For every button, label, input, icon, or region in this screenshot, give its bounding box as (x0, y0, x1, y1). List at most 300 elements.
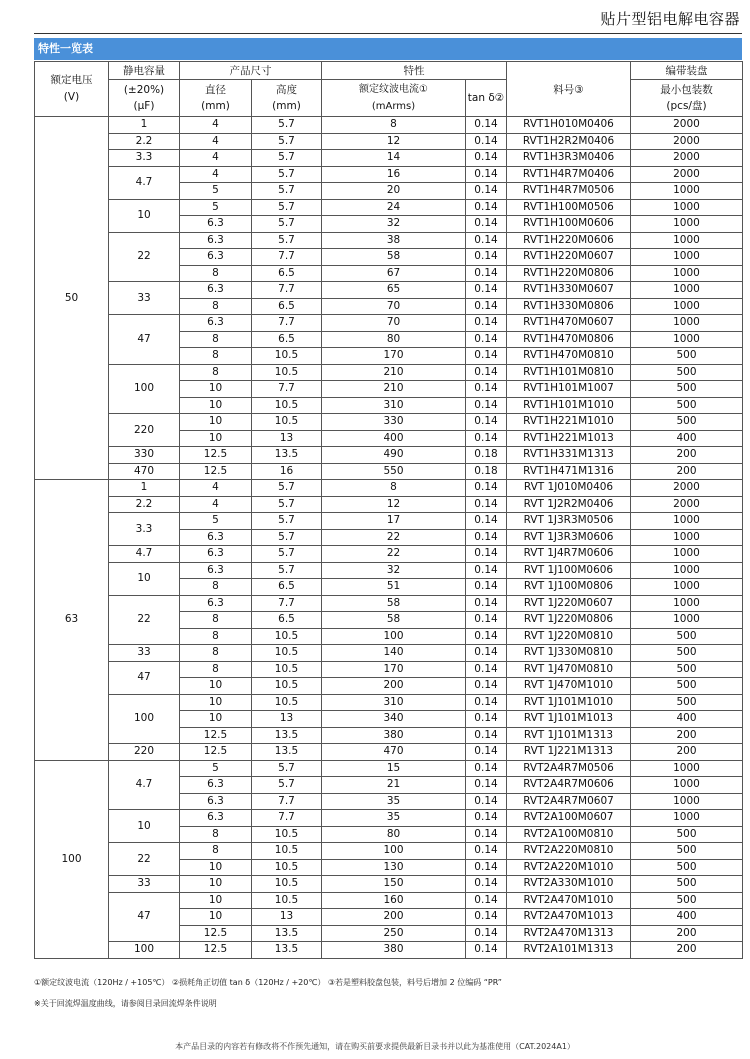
tan-delta-cell: 0.14 (466, 414, 507, 431)
tan-delta-cell: 0.14 (466, 678, 507, 695)
height-cell: 10.5 (252, 826, 322, 843)
height-cell: 5.7 (252, 133, 322, 150)
table-row (35, 546, 743, 563)
ripple-current-cell: 80 (322, 826, 466, 843)
diameter-cell: 4 (180, 150, 252, 167)
tan-delta-cell: 0.14 (466, 265, 507, 282)
capacitance-cell: 100 (109, 694, 180, 744)
min-pack-cell: 500 (631, 826, 743, 843)
table-row (35, 364, 743, 381)
table-row (35, 744, 743, 761)
min-pack-cell: 500 (631, 843, 743, 860)
tan-delta-cell: 0.14 (466, 117, 507, 134)
min-pack-cell: 1000 (631, 315, 743, 332)
capacitance-cell: 3.3 (109, 513, 180, 546)
diameter-cell: 8 (180, 298, 252, 315)
min-pack-cell: 500 (631, 661, 743, 678)
part-number-cell: RVT 1J3R3M0606 (507, 529, 631, 546)
capacitance-cell: 100 (109, 942, 180, 959)
ripple-current-cell: 22 (322, 546, 466, 563)
tan-delta-cell: 0.14 (466, 529, 507, 546)
part-number-cell: RVT1H330M0806 (507, 298, 631, 315)
tan-delta-cell: 0.14 (466, 942, 507, 959)
tan-delta-cell: 0.14 (466, 579, 507, 596)
tan-delta-cell: 0.14 (466, 777, 507, 794)
voltage-cell: 50 (35, 117, 109, 480)
min-pack-cell: 1000 (631, 529, 743, 546)
diameter-cell: 4 (180, 117, 252, 134)
part-number-cell: RVT1H220M0606 (507, 232, 631, 249)
height-cell: 10.5 (252, 678, 322, 695)
min-pack-cell: 400 (631, 711, 743, 728)
table-row (35, 447, 743, 464)
part-number-cell: RVT2A470M1313 (507, 925, 631, 942)
diameter-cell: 6.3 (180, 315, 252, 332)
diameter-cell: 12.5 (180, 727, 252, 744)
height-cell: 5.7 (252, 529, 322, 546)
capacitance-cell: 1 (109, 480, 180, 497)
ripple-current-cell: 310 (322, 397, 466, 414)
height-cell: 5.7 (252, 150, 322, 167)
diameter-cell: 10 (180, 397, 252, 414)
diameter-cell: 4 (180, 133, 252, 150)
min-pack-cell: 1000 (631, 595, 743, 612)
part-number-cell: RVT2A4R7M0506 (507, 760, 631, 777)
ripple-current-cell: 32 (322, 216, 466, 233)
ripple-current-cell: 16 (322, 166, 466, 183)
table-row (35, 645, 743, 662)
min-pack-cell: 1000 (631, 546, 743, 563)
diameter-cell: 10 (180, 892, 252, 909)
diameter-cell: 6.3 (180, 595, 252, 612)
table-row (35, 661, 743, 678)
capacitance-cell: 470 (109, 463, 180, 480)
ripple-current-cell: 15 (322, 760, 466, 777)
height-cell: 10.5 (252, 892, 322, 909)
diameter-cell: 8 (180, 628, 252, 645)
height-cell: 7.7 (252, 315, 322, 332)
tan-delta-cell: 0.14 (466, 645, 507, 662)
height-cell: 13.5 (252, 925, 322, 942)
height-cell: 7.7 (252, 810, 322, 827)
tan-delta-cell: 0.18 (466, 463, 507, 480)
ripple-current-cell: 470 (322, 744, 466, 761)
tan-delta-cell: 0.14 (466, 661, 507, 678)
min-pack-cell: 1000 (631, 562, 743, 579)
part-number-cell: RVT1H4R7M0406 (507, 166, 631, 183)
min-pack-cell: 1000 (631, 183, 743, 200)
tan-delta-cell: 0.14 (466, 348, 507, 365)
section-title: 特性一览表 (34, 38, 742, 60)
footnote-definitions: ①额定纹波电流（120Hz / +105℃） ②损耗角正切值 tan δ（120Hz / +20℃） ③若是塑料胶盘包装，料号后增加 2 位编码 “PR” (34, 978, 502, 987)
part-number-cell: RVT1H220M0607 (507, 249, 631, 266)
capacitance-cell: 220 (109, 414, 180, 447)
min-pack-cell: 1000 (631, 579, 743, 596)
height-cell: 13.5 (252, 447, 322, 464)
diameter-cell: 6.3 (180, 232, 252, 249)
part-number-cell: RVT1H100M0506 (507, 199, 631, 216)
diameter-cell: 6.3 (180, 546, 252, 563)
height-cell: 13.5 (252, 744, 322, 761)
diameter-cell: 12.5 (180, 463, 252, 480)
header-capacitance-unit (109, 80, 180, 117)
min-pack-cell: 200 (631, 447, 743, 464)
ripple-current-cell: 310 (322, 694, 466, 711)
ripple-current-cell: 35 (322, 793, 466, 810)
part-number-cell: RVT1H471M1316 (507, 463, 631, 480)
ripple-current-cell: 550 (322, 463, 466, 480)
min-pack-cell: 1000 (631, 513, 743, 530)
tan-delta-cell: 0.14 (466, 496, 507, 513)
height-cell: 7.7 (252, 282, 322, 299)
min-pack-cell: 1000 (631, 216, 743, 233)
ripple-current-cell: 65 (322, 282, 466, 299)
part-number-cell: RVT 1J220M0806 (507, 612, 631, 629)
min-pack-cell: 200 (631, 727, 743, 744)
ripple-current-cell: 24 (322, 199, 466, 216)
ripple-current-cell: 12 (322, 133, 466, 150)
part-number-cell: RVT1H221M1010 (507, 414, 631, 431)
diameter-cell: 4 (180, 480, 252, 497)
height-cell: 6.5 (252, 298, 322, 315)
table-body (35, 117, 743, 959)
tan-delta-cell: 0.14 (466, 711, 507, 728)
capacitance-cell: 4.7 (109, 546, 180, 563)
capacitance-cell: 330 (109, 447, 180, 464)
diameter-cell: 8 (180, 265, 252, 282)
min-pack-cell: 500 (631, 892, 743, 909)
part-number-cell: RVT 1J010M0406 (507, 480, 631, 497)
height-cell: 5.7 (252, 183, 322, 200)
header-tan-delta: tan δ② (466, 80, 507, 117)
ripple-current-cell: 340 (322, 711, 466, 728)
height-cell: 6.5 (252, 612, 322, 629)
min-pack-cell: 200 (631, 463, 743, 480)
min-pack-cell: 1000 (631, 331, 743, 348)
ripple-current-cell: 200 (322, 909, 466, 926)
capacitance-cell: 33 (109, 282, 180, 315)
capacitance-cell: 47 (109, 892, 180, 942)
tan-delta-cell: 0.14 (466, 480, 507, 497)
height-cell: 7.7 (252, 595, 322, 612)
diameter-cell: 8 (180, 843, 252, 860)
part-number-cell: RVT2A470M1010 (507, 892, 631, 909)
diameter-cell: 10 (180, 859, 252, 876)
table-row (35, 513, 743, 530)
tan-delta-cell: 0.14 (466, 876, 507, 893)
diameter-cell: 10 (180, 381, 252, 398)
diameter-cell: 10 (180, 414, 252, 431)
diameter-cell: 10 (180, 711, 252, 728)
min-pack-cell: 500 (631, 645, 743, 662)
diameter-cell: 12.5 (180, 942, 252, 959)
min-pack-cell: 500 (631, 694, 743, 711)
header-min-pack: 最小包装数 (pcs/盘) (631, 80, 743, 117)
ripple-current-cell: 58 (322, 612, 466, 629)
tan-delta-cell: 0.14 (466, 364, 507, 381)
diameter-cell: 6.3 (180, 562, 252, 579)
part-number-cell: RVT 1J4R7M0606 (507, 546, 631, 563)
diameter-cell: 8 (180, 364, 252, 381)
table-row (35, 315, 743, 332)
min-pack-cell: 2000 (631, 480, 743, 497)
min-pack-cell: 200 (631, 925, 743, 942)
table-row (35, 942, 743, 959)
height-cell: 13 (252, 711, 322, 728)
min-pack-cell: 500 (631, 876, 743, 893)
part-number-cell: RVT 1J221M1313 (507, 744, 631, 761)
min-pack-cell: 500 (631, 364, 743, 381)
characteristics-table (34, 61, 743, 959)
diameter-cell: 6.3 (180, 282, 252, 299)
height-cell: 5.7 (252, 760, 322, 777)
height-cell: 5.7 (252, 496, 322, 513)
table-row (35, 876, 743, 893)
part-number-cell: RVT1H470M0810 (507, 348, 631, 365)
table-row (35, 480, 743, 497)
capacitance-cell: 22 (109, 232, 180, 282)
min-pack-cell: 500 (631, 397, 743, 414)
tan-delta-cell: 0.14 (466, 612, 507, 629)
ripple-current-cell: 210 (322, 381, 466, 398)
part-number-cell: RVT1H101M0810 (507, 364, 631, 381)
table-row (35, 595, 743, 612)
capacitance-cell: 10 (109, 562, 180, 595)
min-pack-cell: 500 (631, 678, 743, 695)
height-cell: 10.5 (252, 414, 322, 431)
table-row (35, 282, 743, 299)
height-cell: 10.5 (252, 628, 322, 645)
tan-delta-cell: 0.14 (466, 909, 507, 926)
tan-delta-cell: 0.14 (466, 810, 507, 827)
part-number-cell: RVT 1J470M1010 (507, 678, 631, 695)
capacitance-cell: 10 (109, 199, 180, 232)
min-pack-cell: 2000 (631, 496, 743, 513)
ripple-current-cell: 380 (322, 942, 466, 959)
part-number-cell: RVT 1J101M1010 (507, 694, 631, 711)
height-cell: 10.5 (252, 364, 322, 381)
tan-delta-cell: 0.14 (466, 744, 507, 761)
ripple-current-cell: 200 (322, 678, 466, 695)
height-cell: 7.7 (252, 381, 322, 398)
capacitance-cell: 4.7 (109, 166, 180, 199)
diameter-cell: 8 (180, 826, 252, 843)
capacitance-cell: 10 (109, 810, 180, 843)
tan-delta-cell: 0.14 (466, 430, 507, 447)
ripple-current-cell: 70 (322, 315, 466, 332)
ripple-current-cell: 20 (322, 183, 466, 200)
capacitance-cell: 1 (109, 117, 180, 134)
tan-delta-cell: 0.14 (466, 843, 507, 860)
part-number-cell: RVT 1J101M1013 (507, 711, 631, 728)
height-cell: 5.7 (252, 480, 322, 497)
tan-delta-cell: 0.14 (466, 595, 507, 612)
tan-delta-cell: 0.14 (466, 298, 507, 315)
part-number-cell: RVT2A220M1010 (507, 859, 631, 876)
header-capacitance-tolerance: (±20%) (123, 84, 165, 96)
min-pack-cell: 1000 (631, 810, 743, 827)
tan-delta-cell: 0.14 (466, 232, 507, 249)
height-cell: 5.7 (252, 777, 322, 794)
part-number-cell: RVT1H330M0607 (507, 282, 631, 299)
ripple-current-cell: 170 (322, 348, 466, 365)
ripple-current-cell: 170 (322, 661, 466, 678)
height-cell: 10.5 (252, 843, 322, 860)
ripple-current-cell: 130 (322, 859, 466, 876)
diameter-cell: 12.5 (180, 447, 252, 464)
document-title: 贴片型铝电解电容器 (600, 10, 740, 28)
ripple-current-cell: 80 (322, 331, 466, 348)
tan-delta-cell: 0.14 (466, 381, 507, 398)
capacitance-cell: 4.7 (109, 760, 180, 810)
ripple-current-cell: 35 (322, 810, 466, 827)
table-row (35, 843, 743, 860)
height-cell: 5.7 (252, 216, 322, 233)
tan-delta-cell: 0.14 (466, 282, 507, 299)
height-cell: 10.5 (252, 876, 322, 893)
min-pack-cell: 200 (631, 744, 743, 761)
table-row (35, 810, 743, 827)
diameter-cell: 8 (180, 348, 252, 365)
tan-delta-cell: 0.14 (466, 397, 507, 414)
height-cell: 6.5 (252, 331, 322, 348)
tan-delta-cell: 0.14 (466, 199, 507, 216)
height-cell: 5.7 (252, 513, 322, 530)
min-pack-cell: 400 (631, 909, 743, 926)
diameter-cell: 12.5 (180, 925, 252, 942)
capacitance-cell: 47 (109, 315, 180, 365)
voltage-cell: 100 (35, 760, 109, 958)
min-pack-cell: 1000 (631, 777, 743, 794)
min-pack-cell: 2000 (631, 166, 743, 183)
diameter-cell: 6.3 (180, 777, 252, 794)
min-pack-cell: 500 (631, 381, 743, 398)
tan-delta-cell: 0.14 (466, 859, 507, 876)
height-cell: 10.5 (252, 397, 322, 414)
capacitance-cell: 3.3 (109, 150, 180, 167)
diameter-cell: 10 (180, 678, 252, 695)
table-row (35, 117, 743, 134)
min-pack-cell: 1000 (631, 793, 743, 810)
height-cell: 13 (252, 430, 322, 447)
part-number-cell: RVT2A470M1013 (507, 909, 631, 926)
min-pack-cell: 2000 (631, 133, 743, 150)
header-size: 产品尺寸 (180, 62, 322, 80)
part-number-cell: RVT2A4R7M0607 (507, 793, 631, 810)
diameter-cell: 8 (180, 661, 252, 678)
part-number-cell: RVT1H3R3M0406 (507, 150, 631, 167)
header-capacitance: 静电容量 (109, 62, 180, 80)
part-number-cell: RVT1H101M1010 (507, 397, 631, 414)
height-cell: 6.5 (252, 265, 322, 282)
part-number-cell: RVT 1J101M1313 (507, 727, 631, 744)
part-number-cell: RVT2A4R7M0606 (507, 777, 631, 794)
height-cell: 5.7 (252, 546, 322, 563)
diameter-cell: 8 (180, 612, 252, 629)
height-cell: 5.7 (252, 199, 322, 216)
diameter-cell: 5 (180, 513, 252, 530)
part-number-cell: RVT2A100M0810 (507, 826, 631, 843)
part-number-cell: RVT1H470M0607 (507, 315, 631, 332)
height-cell: 13.5 (252, 942, 322, 959)
capacitance-cell: 100 (109, 364, 180, 414)
capacitance-cell: 2.2 (109, 496, 180, 513)
part-number-cell: RVT2A220M0810 (507, 843, 631, 860)
ripple-current-cell: 100 (322, 843, 466, 860)
diameter-cell: 12.5 (180, 744, 252, 761)
height-cell: 10.5 (252, 694, 322, 711)
ripple-current-cell: 38 (322, 232, 466, 249)
capacitance-cell: 22 (109, 595, 180, 645)
tan-delta-cell: 0.14 (466, 694, 507, 711)
tan-delta-cell: 0.14 (466, 183, 507, 200)
diameter-cell: 8 (180, 579, 252, 596)
header-ripple-current: 额定纹波电流① (mArms) (322, 80, 466, 117)
min-pack-cell: 2000 (631, 150, 743, 167)
table-row (35, 150, 743, 167)
tan-delta-cell: 0.14 (466, 216, 507, 233)
diameter-cell: 6.3 (180, 216, 252, 233)
part-number-cell: RVT 1J330M0810 (507, 645, 631, 662)
table-row (35, 496, 743, 513)
ripple-current-cell: 8 (322, 480, 466, 497)
min-pack-cell: 200 (631, 942, 743, 959)
header-part-no: 料号③ (507, 62, 631, 117)
part-number-cell: RVT1H100M0606 (507, 216, 631, 233)
min-pack-cell: 1000 (631, 612, 743, 629)
ripple-current-cell: 14 (322, 150, 466, 167)
tan-delta-cell: 0.14 (466, 925, 507, 942)
height-cell: 5.7 (252, 166, 322, 183)
ripple-current-cell: 490 (322, 447, 466, 464)
part-number-cell: RVT 1J100M0806 (507, 579, 631, 596)
ripple-current-cell: 150 (322, 876, 466, 893)
height-cell: 13.5 (252, 727, 322, 744)
header-height: 高度 (mm) (252, 80, 322, 117)
diameter-cell: 5 (180, 183, 252, 200)
tan-delta-cell: 0.14 (466, 892, 507, 909)
part-number-cell: RVT 1J3R3M0506 (507, 513, 631, 530)
height-cell: 10.5 (252, 661, 322, 678)
diameter-cell: 4 (180, 166, 252, 183)
height-cell: 5.7 (252, 232, 322, 249)
diameter-cell: 4 (180, 496, 252, 513)
table-row (35, 892, 743, 909)
min-pack-cell: 1000 (631, 760, 743, 777)
ripple-current-cell: 67 (322, 265, 466, 282)
tan-delta-cell: 0.14 (466, 760, 507, 777)
ripple-current-cell: 58 (322, 249, 466, 266)
table-row (35, 232, 743, 249)
min-pack-cell: 500 (631, 348, 743, 365)
ripple-current-cell: 330 (322, 414, 466, 431)
capacitance-cell: 2.2 (109, 133, 180, 150)
height-cell: 5.7 (252, 117, 322, 134)
part-number-cell: RVT 1J470M0810 (507, 661, 631, 678)
min-pack-cell: 2000 (631, 117, 743, 134)
ripple-current-cell: 400 (322, 430, 466, 447)
footnote-reflow: ※关于回流焊温度曲线，请参阅目录回流焊条件说明 (34, 999, 217, 1008)
diameter-cell: 10 (180, 909, 252, 926)
min-pack-cell: 500 (631, 628, 743, 645)
diameter-cell: 8 (180, 645, 252, 662)
voltage-cell: 63 (35, 480, 109, 761)
part-number-cell: RVT1H220M0806 (507, 265, 631, 282)
header-voltage: 额定电压 (V) (35, 62, 109, 117)
tan-delta-cell: 0.14 (466, 513, 507, 530)
height-cell: 10.5 (252, 348, 322, 365)
height-cell: 7.7 (252, 793, 322, 810)
